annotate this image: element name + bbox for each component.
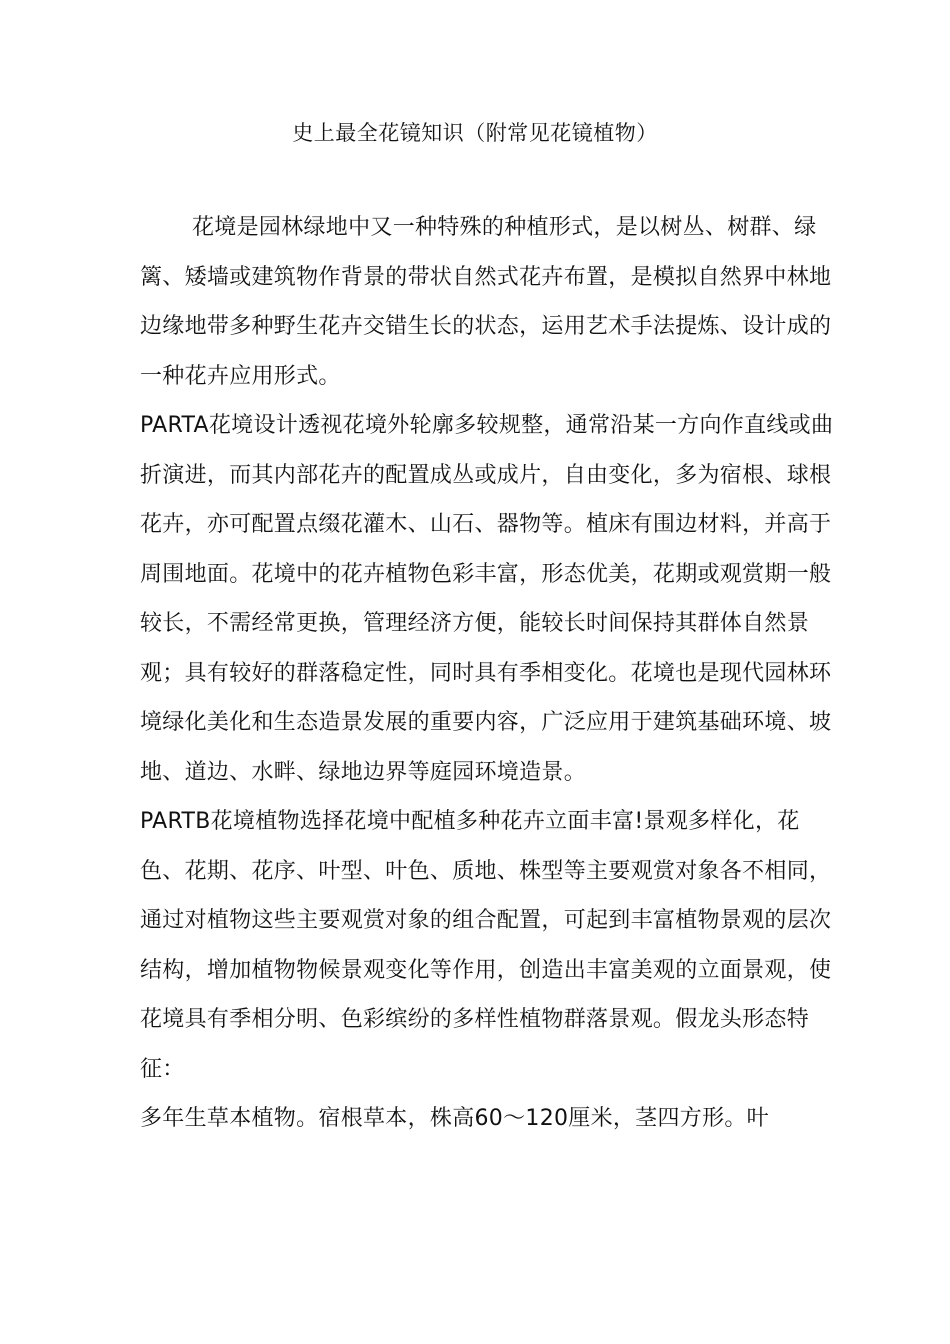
part-b-paragraph: PARTB花境植物选择花境中配植多种花卉立面丰富!景观多样化，花色、花期、花序、叶型、叶色、质地、株型等主要观赏对象各不相同，通过对植物这些主要观赏对象的组合配置，可起到丰富植物景观的层次结构，增加植物物候景观变化等作用，创造出丰富美观的立面景观，使花境具有季相分明、色彩缤纷的多样性植物群落景观。假龙头形态特征：	[140, 809, 832, 1082]
document-body	[140, 203, 840, 1144]
part-a-paragraph: PARTA花境设计透视花境外轮廓多较规整，通常沿某一方向作直线或曲折演进，而其内部花卉的配置成丛或成片，自由变化，多为宿根、球根花卉，亦可配置点缀花灌木、山石、器物等。植床有围边材料，并高于周围地面。花境中的花卉植物色彩丰富，形态优美，花期或观赏期一般较长，不需经常更换，管理经济方便，能较长时间保持其群体自然景观；具有较好的群落稳定性，同时具有季相变化。花境也是现代园林环境绿化美化和生态造景发展的重要内容，广泛应用于建筑基础环境、坡地、道边、水畔、绿地边界等庭园环境造景。	[140, 413, 834, 785]
document-title: 史上最全花镜知识（附常见花镜植物）	[292, 121, 658, 145]
intro-paragraph: 花境是园林绿地中又一种特殊的种植形式，是以树丛、树群、绿篱、矮墙或建筑物作背景的带状自然式花卉布置，是模拟自然界中林地边缘地带多种野生花卉交错生长的状态，运用艺术手法提炼、设计成的一种花卉应用形式。	[140, 215, 832, 389]
plant-description-paragraph: 多年生草本植物。宿根草本，株高60〜120厘米，茎四方形。叶	[140, 1106, 769, 1131]
